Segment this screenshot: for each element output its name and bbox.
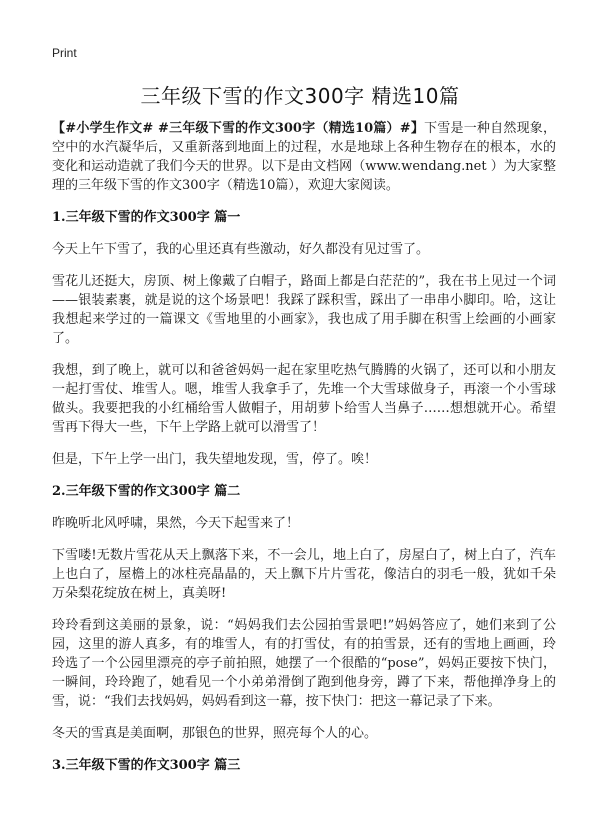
section-paragraph: 今天上午下雪了，我的心里还真有些激动，好久都没有见过雪了。 (52, 242, 430, 257)
print-label[interactable]: Print (52, 46, 77, 60)
page-title: 三年级下雪的作文300字 精选10篇 (140, 84, 460, 108)
section-paragraph: 昨晚听北风呼啸，果然，今天下起雪来了！ (52, 516, 300, 531)
section-paragraph: 下雪喽!无数片雪花从天上飘落下来，不一会儿，地上白了，房屋白了，树上白了，汽车上也白了，屋檐上的冰柱亮晶晶的，天上飘下片片雪花，像洁白的羽毛一般，犹如千朵万朵梨花绽放在树上，真美呀! (52, 548, 556, 601)
intro-paragraph (52, 119, 556, 195)
document-body (52, 119, 556, 788)
section-paragraph: 玲玲看到这美丽的景象，说：“妈妈我们去公园拍雪景吧!”妈妈答应了，她们来到了公园，这里的游人真多，有的堆雪人，有的打雪仗，有的拍雪景，还有的雪地上画画，玲玲选了一个公园里漂亮的亭子前拍照，她摆了一个很酷的“pose”，妈妈正要按下快门，一瞬间，玲玲跑了，她看见一个小弟弟滑倒了跑到他身旁，蹲了下来，帮他掸净身上的雪，说：“我们去找妈妈，妈妈看到这一幕，按下快门：把这一幕记录了下来。 (52, 618, 556, 709)
section-paragraph: 冬天的雪真是美面啊，那银色的世界，照亮每个人的心。 (52, 726, 378, 741)
intro-text: 下雪是一种自然现象，空中的水汽凝华后，又重新落到地面上的过程，水是地球上各种生物存在的根本，水的变化和运动造就了我们今天的世界。以下是由文档网（www.wendang.net ）为大家整理的三年级下雪的作文300字（精选10篇），欢迎大家阅读。 (52, 121, 556, 193)
section-heading: 2.三年级下雪的作文300字 篇二 (52, 484, 241, 499)
section-paragraph: 我想，到了晚上，就可以和爸爸妈妈一起在家里吃热气腾腾的火锅了，还可以和小朋友一起打雪仗、堆雪人。嗯，堆雪人我拿手了，先堆一个大雪球做身子，再滚一个小雪球做头。我要把我的小红桶给雪人做帽子，用胡萝卜给雪人当鼻子……想想就开心。希望雪再下得大一些，下午上学路上就可以滑雪了！ (52, 363, 556, 435)
section-heading: 1.三年级下雪的作文300字 篇一 (52, 210, 241, 225)
section-paragraph: 但是，下午上学一出门，我失望地发现，雪，停了。唉！ (52, 452, 378, 467)
intro-tag: 【#小学生作文# #三年级下雪的作文300字（精选10篇）#】 (52, 121, 425, 136)
section-paragraph: 雪花儿还挺大，房顶、树上像戴了白帽子，路面上都是白茫茫的”，我在书上见过一个词——银装素裹，就是说的这个场景吧！我踩了踩积雪，踩出了一串串小脚印。哈，这让我想起来学过的一篇课文《雪地里的小画家》，我也成了用手脚在积雪上绘画的小画家了。 (52, 274, 556, 346)
section-heading: 3.三年级下雪的作文300字 篇三 (52, 758, 241, 773)
